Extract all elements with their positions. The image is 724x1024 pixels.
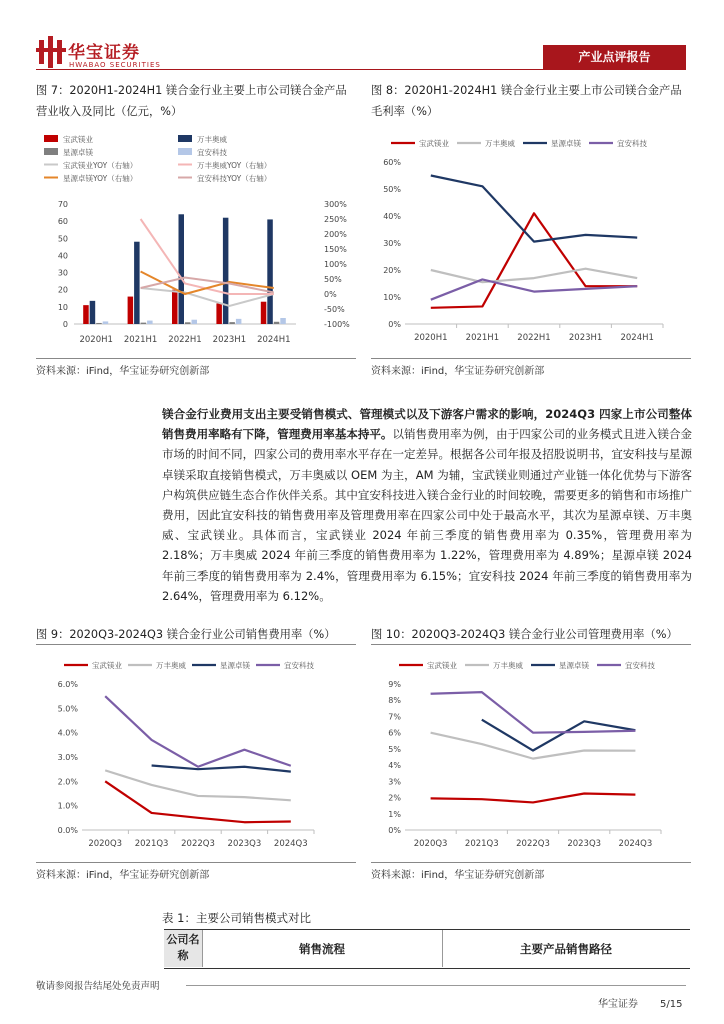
y2-tick-label: 200% — [324, 230, 347, 239]
legend-label-0: 宝武镁业 — [419, 139, 449, 148]
x-tick-label: 2020H1 — [414, 333, 448, 343]
y-tick-label: 6% — [388, 728, 401, 738]
legend-label-3: 宜安科技 — [197, 148, 227, 157]
y-tick-label: 5.0% — [57, 704, 78, 714]
body-paragraph — [162, 404, 692, 606]
header-divider — [36, 69, 686, 70]
x-tick-label: 2023H1 — [212, 335, 247, 345]
y-tick-label: 3% — [388, 777, 401, 787]
series-line-3 — [431, 692, 636, 733]
y2-tick-label: 0% — [324, 290, 337, 299]
y-tick-label: 40 — [57, 251, 68, 261]
y-tick-label: 20% — [383, 266, 401, 275]
series-line-2 — [482, 720, 636, 751]
legend-label-0: 宝武镁业 — [63, 135, 93, 144]
bar-万丰奥威-2023H1 — [223, 218, 229, 324]
logo-text-en: HWABAO SECURITIES — [69, 61, 161, 69]
figure-8-divider — [371, 358, 691, 359]
company-logo — [36, 36, 176, 76]
bar-宝武镁业-2020H1 — [83, 305, 89, 324]
body-text: 以销售费用率为例，由于四家公司的业务模式且进入镁合金市场的时间不同，四家公司的费用率水平存在一定差异。根据各公司年报及招股说明书，宜安科技与星源卓镁采取直接销售模式，万丰奥威以 OEM 为主，AM 为辅，宝武镁业则通过产业链一体化优势与下游客户构筑供应链生态合作伙伴关系。其中宜安科技进入镁合金行业的时间较晚，需要更多的销售和市场推广费用，因此宜安科技的销售费用率及管理费用率在四家公司中处于最高水平，其次为星源卓镁、万丰奥威、宝武镁业。具体而言，宝武镁业 2024 年前三季度的销售费用率为 0.35%，管理费用率为 2.18%；万丰奥威 2024 年前三季度的销售费用率为 1.22%，管理费用率为 4.89%；星源卓镁 2024 年前三季度的销售费用率为 2.4%，管理费用率为 6.15%；宜安科技 2024 年前三季度的销售费用率为 2.64%，管理费用率为 6.12%。 — [162, 427, 693, 603]
y-tick-label: 0% — [388, 826, 401, 835]
y-tick-label: 1% — [388, 809, 401, 819]
x-tick-label: 2024H1 — [257, 335, 291, 345]
y-tick-label: 30% — [383, 239, 401, 248]
legend-label-1: 万丰奥威 — [156, 661, 186, 670]
bar-万丰奥威-2020H1 — [90, 301, 96, 324]
series-line-1 — [105, 770, 291, 800]
table-title: 表 1：主要公司销售模式对比 — [162, 911, 311, 925]
x-tick-label: 2022H1 — [168, 335, 202, 345]
y-tick-label: 2.0% — [57, 777, 78, 787]
y-tick-label: 10% — [383, 293, 401, 302]
report-type-badge: 产业点评报告 — [543, 45, 686, 69]
bar-万丰奥威-2021H1 — [134, 242, 140, 324]
series-line-3 — [105, 696, 291, 767]
figure-7-divider — [36, 358, 356, 359]
y-tick-label: 10 — [57, 302, 68, 312]
y-tick-label: 40% — [383, 212, 401, 221]
legend-label-4: 宝武镁业YOY（右轴） — [63, 161, 138, 170]
footer-divider — [186, 985, 686, 986]
series-line-0 — [431, 213, 637, 307]
figure-10-source: 资料来源：iFind，华宝证券研究创新部 — [371, 870, 545, 881]
legend-label-5: 万丰奥威YOY（右轴） — [197, 161, 272, 170]
legend-swatch-1 — [178, 135, 192, 142]
y-tick-label: 60 — [57, 217, 68, 227]
y2-tick-label: 150% — [324, 245, 347, 254]
figure-7-source: 资料来源：iFind，华宝证券研究创新部 — [36, 366, 210, 377]
bar-星源卓镁-2021H1 — [141, 323, 147, 324]
y2-tick-label: 50% — [324, 275, 342, 284]
y-tick-label: 3.0% — [57, 753, 78, 762]
series-line-1 — [431, 269, 637, 283]
legend-label-2: 星源卓镁 — [220, 661, 250, 670]
y-tick-label: 8% — [388, 696, 401, 706]
figure-9-chart — [36, 648, 356, 854]
y2-tick-label: 100% — [324, 260, 347, 269]
sales-mode-table — [164, 929, 690, 969]
series-line-2 — [152, 766, 291, 772]
legend-label-0: 宝武镁业 — [427, 661, 457, 670]
y-tick-label: 70 — [57, 200, 68, 209]
y-tick-label: 4.0% — [57, 728, 78, 738]
series-line-0 — [105, 781, 291, 822]
x-tick-label: 2023H1 — [568, 333, 603, 343]
y-tick-label: 4% — [388, 761, 401, 771]
y2-tick-label: 300% — [324, 200, 347, 209]
y-tick-label: 5% — [388, 744, 401, 754]
x-tick-label: 2020H1 — [79, 335, 113, 345]
x-tick-label: 2022Q3 — [181, 839, 215, 849]
figure-7-chart — [36, 128, 366, 350]
y-tick-label: 60% — [383, 158, 401, 167]
series-line-1 — [431, 733, 636, 759]
y-tick-label: 6.0% — [57, 680, 78, 689]
figure-9-divider — [36, 862, 356, 863]
logo-mark-icon — [36, 36, 66, 68]
y-tick-label: 30 — [57, 268, 68, 278]
figure-7-title: 图 7：2020H1-2024H1 镁合金行业主要上市公司镁合金产品营业收入及同比（亿元，%） — [36, 84, 347, 118]
logo-text-cn: 华宝证券 — [68, 43, 140, 63]
table-header-sales-process: 销售流程 — [299, 942, 345, 956]
y2-tick-label: -50% — [324, 305, 345, 314]
bar-宜安科技-2021H1 — [147, 321, 153, 324]
x-tick-label: 2023Q3 — [227, 839, 262, 849]
bar-星源卓镁-2022H1 — [185, 322, 191, 324]
x-tick-label: 2021H1 — [123, 335, 158, 345]
footer-page-number: 5/15 — [660, 999, 683, 1010]
series-line-0 — [431, 794, 636, 803]
y-tick-label: 20 — [57, 285, 68, 295]
bar-万丰奥威-2024H1 — [267, 219, 273, 324]
bar-宝武镁业-2022H1 — [172, 290, 178, 324]
x-tick-label: 2021H1 — [465, 333, 500, 343]
bar-宜安科技-2023H1 — [236, 319, 242, 324]
x-tick-label: 2022H1 — [517, 333, 551, 343]
x-tick-label: 2023Q3 — [567, 839, 602, 849]
figure-9-top-divider — [36, 644, 356, 645]
bar-宜安科技-2024H1 — [280, 318, 286, 324]
legend-label-3: 宜安科技 — [284, 661, 314, 670]
series-line-3 — [431, 279, 637, 299]
figure-10-top-divider — [371, 644, 691, 645]
y-tick-label: 0% — [388, 320, 401, 329]
x-tick-label: 2024Q3 — [618, 839, 653, 849]
legend-swatch-3 — [178, 148, 192, 155]
x-tick-label: 2021Q3 — [134, 839, 169, 849]
y-tick-label: 9% — [388, 680, 401, 689]
figure-10-chart — [371, 648, 691, 854]
x-tick-label: 2024Q3 — [273, 839, 308, 849]
legend-label-0: 宝武镁业 — [92, 661, 122, 670]
bar-星源卓镁-2023H1 — [229, 322, 235, 324]
figure-8-title: 图 8：2020H1-2024H1 镁合金行业主要上市公司镁合金产品毛利率（%） — [371, 84, 682, 118]
bar-宜安科技-2020H1 — [103, 321, 109, 324]
y2-tick-label: 250% — [324, 215, 347, 224]
x-tick-label: 2020Q3 — [88, 839, 123, 849]
y2-tick-label: -100% — [324, 320, 350, 329]
figure-8-chart — [371, 128, 691, 350]
legend-label-6: 星源卓镁YOY（右轴） — [63, 174, 138, 183]
x-tick-label: 2022Q3 — [516, 839, 550, 849]
legend-label-3: 宜安科技 — [617, 139, 647, 148]
yoy-line-0 — [141, 288, 274, 306]
bar-星源卓镁-2024H1 — [274, 322, 280, 324]
footer-page-info — [598, 995, 682, 1010]
series-line-2 — [431, 176, 637, 242]
figure-10-title: 图 10：2020Q3-2024Q3 镁合金行业公司管理费用率（%） — [371, 628, 678, 641]
figure-10-divider — [371, 862, 691, 863]
y-tick-label: 50 — [57, 234, 68, 244]
y-tick-label: 0.0% — [57, 826, 78, 835]
x-tick-label: 2021Q3 — [464, 839, 499, 849]
legend-label-3: 宜安科技 — [625, 661, 655, 670]
legend-label-2: 星源卓镁 — [559, 661, 589, 670]
legend-label-2: 星源卓镁 — [63, 148, 93, 157]
y-tick-label: 7% — [388, 712, 401, 722]
legend-swatch-2 — [44, 148, 58, 155]
legend-swatch-0 — [44, 135, 58, 142]
bar-宝武镁业-2023H1 — [216, 303, 222, 324]
footer-brand: 华宝证券 — [598, 999, 638, 1010]
legend-label-1: 万丰奥威 — [197, 135, 227, 144]
bar-万丰奥威-2022H1 — [179, 214, 185, 324]
y-tick-label: 1.0% — [57, 801, 78, 811]
y-tick-label: 50% — [383, 185, 401, 194]
table-header-sales-path: 主要产品销售路径 — [520, 942, 612, 956]
legend-label-1: 万丰奥威 — [485, 139, 515, 148]
y-tick-label: 2% — [388, 793, 401, 803]
body-lead: 镁合金行业费用支出主要受销售模式、管理模式以及下游客户需求的影响，2024Q3 四家上市公司整体销售费用率略有下降，管理费用率基本持平。 — [162, 407, 692, 442]
footer-disclaimer: 敬请参阅报告结尾处免责声明 — [36, 981, 160, 992]
x-tick-label: 2020Q3 — [413, 839, 448, 849]
bar-宜安科技-2022H1 — [192, 320, 198, 324]
y-tick-label: 0 — [62, 320, 68, 329]
figure-8-source: 资料来源：iFind，华宝证券研究创新部 — [371, 366, 545, 377]
legend-label-2: 星源卓镁 — [551, 139, 581, 148]
table-header-company: 公司名称 — [166, 933, 200, 962]
figure-9-source: 资料来源：iFind，华宝证券研究创新部 — [36, 870, 210, 881]
bar-星源卓镁-2020H1 — [96, 323, 102, 324]
figure-9-title: 图 9：2020Q3-2024Q3 镁合金行业公司销售费用率（%） — [36, 628, 336, 641]
legend-label-1: 万丰奥威 — [493, 661, 523, 670]
bar-宝武镁业-2021H1 — [128, 297, 134, 324]
bar-宝武镁业-2024H1 — [261, 302, 267, 324]
legend-label-7: 宜安科技YOY（右轴） — [197, 174, 272, 183]
x-tick-label: 2024H1 — [620, 333, 654, 343]
